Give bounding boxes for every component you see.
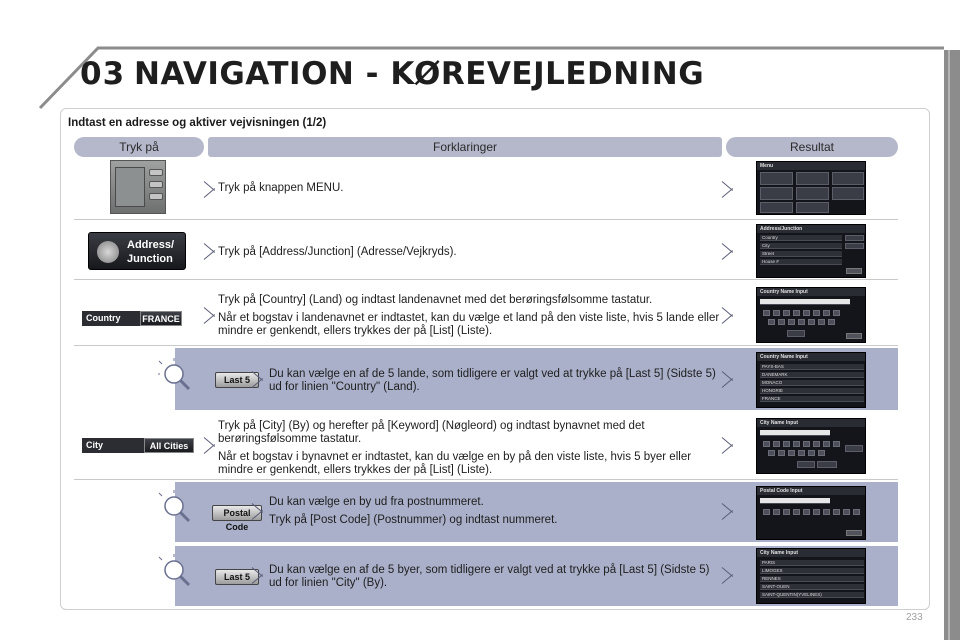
screen-key xyxy=(813,310,820,316)
tip-magnifier-icon xyxy=(158,358,192,392)
screen-key xyxy=(798,450,805,456)
screen-key xyxy=(833,441,840,447)
screen-key xyxy=(793,441,800,447)
button-label: Address/ xyxy=(127,239,175,251)
row-description xyxy=(218,246,457,264)
row-description xyxy=(218,182,343,200)
hardware-button-icon xyxy=(149,193,163,200)
menu-button-thumbnail xyxy=(110,160,166,214)
screen-key xyxy=(763,509,770,515)
city-field-button xyxy=(82,438,194,453)
row-divider xyxy=(74,219,898,220)
field-key: City xyxy=(82,438,144,453)
screen-back-button xyxy=(846,530,862,536)
screen-list-item: SAINT-OUEN xyxy=(760,584,864,590)
row-divider xyxy=(74,479,898,480)
screen-list-item: RENNES xyxy=(760,576,864,582)
screen-menu-item xyxy=(832,187,864,200)
screen-list-item: DANEMARK xyxy=(760,372,864,378)
chevron-right-icon xyxy=(722,174,734,204)
screen-key xyxy=(788,450,795,456)
screen-list-button xyxy=(845,445,863,452)
screen-list-item: PARIS xyxy=(760,560,864,566)
screen-title: City Name Input xyxy=(757,419,866,427)
screen-key xyxy=(778,450,785,456)
screen-side-button xyxy=(845,235,864,241)
chevron-right-icon xyxy=(204,430,216,460)
screen-key xyxy=(818,450,825,456)
column-header-press: Tryk på xyxy=(74,137,204,157)
screen-key xyxy=(808,450,815,456)
row-description xyxy=(269,496,719,532)
screen-key xyxy=(763,441,770,447)
chevron-right-icon xyxy=(204,236,216,266)
screen-row: Country xyxy=(760,235,842,241)
chapter-title: NAVIGATION - KØREVEJLEDNING xyxy=(134,56,705,92)
chevron-right-icon xyxy=(722,496,734,526)
screen-key xyxy=(803,509,810,515)
screen-back-button xyxy=(846,268,862,274)
screen-key xyxy=(783,441,790,447)
screen-list-item: FRANCE xyxy=(760,396,864,402)
tip-magnifier-icon xyxy=(158,490,192,524)
screen-key xyxy=(828,319,835,325)
chevron-right-icon xyxy=(722,300,734,330)
screen-key xyxy=(843,509,850,515)
screen-menu-item xyxy=(796,202,829,213)
screen-key xyxy=(813,509,820,515)
column-header-explain: Forklaringer xyxy=(208,137,722,157)
screen-title: Country Name Input xyxy=(757,288,866,296)
tip-magnifier-icon xyxy=(158,554,192,588)
address-globe-icon xyxy=(97,241,119,263)
screen-menu-item xyxy=(832,172,864,185)
screen-row: City xyxy=(760,243,842,249)
screen-title: City Name Input xyxy=(757,549,866,557)
chevron-right-icon xyxy=(252,560,264,590)
screen-key xyxy=(763,310,770,316)
screen-input-field xyxy=(760,498,830,504)
screen-row: House # xyxy=(760,259,842,265)
result-screen-city-input xyxy=(756,418,866,474)
chevron-right-icon xyxy=(722,236,734,266)
chevron-right-icon xyxy=(204,174,216,204)
screen-menu-item xyxy=(796,187,829,200)
screen-key xyxy=(783,509,790,515)
screen-key xyxy=(803,441,810,447)
screen-keyword-button xyxy=(797,461,815,468)
screen-list-button xyxy=(787,330,805,337)
row-text: Du kan vælge en by ud fra postnummeret. xyxy=(269,496,484,508)
result-screen-menu xyxy=(756,161,866,215)
screen-menu-item xyxy=(760,187,793,200)
screen-key xyxy=(833,310,840,316)
row-description xyxy=(218,420,718,482)
section-title: Indtast en adresse og aktiver vejvisningen (1/2) xyxy=(68,117,327,129)
screen-icon xyxy=(115,167,145,207)
screen-title: Postal Code Input xyxy=(757,487,866,495)
row-text: Når et bogstav i landenavnet er indtastet, kan du vælge et land på den viste liste, hvis 5 lande eller mindre er genkendt, ellers trykkes der på [List] (Liste). xyxy=(218,312,720,337)
country-field-button xyxy=(82,311,182,326)
chevron-right-icon xyxy=(252,496,264,526)
screen-list-item: MONACO xyxy=(760,380,864,386)
chevron-right-icon xyxy=(722,560,734,590)
screen-list-item: HONGRIE xyxy=(760,388,864,394)
postal-code-button: Postal Code xyxy=(212,505,262,521)
screen-key xyxy=(853,509,860,515)
screen-input-field xyxy=(760,430,830,436)
last-5-button: Last 5 xyxy=(215,372,259,388)
screen-key xyxy=(823,441,830,447)
screen-list-item: LIMOGES xyxy=(760,568,864,574)
column-header-result: Resultat xyxy=(726,137,898,157)
chevron-right-icon xyxy=(252,364,264,394)
screen-key xyxy=(813,441,820,447)
screen-key xyxy=(768,450,775,456)
page-number: 233 xyxy=(906,612,923,623)
screen-key xyxy=(823,509,830,515)
screen-menu-item xyxy=(796,172,829,185)
screen-key xyxy=(783,310,790,316)
chapter-number: 03 xyxy=(80,56,126,92)
screen-key xyxy=(833,509,840,515)
field-value: All Cities xyxy=(144,438,194,453)
chevron-right-icon xyxy=(722,430,734,460)
row-text: Når et bogstav i bynavnet er indtastet, kan du vælge en by på den viste liste, hvis 5 byer eller mindre er genkendt, ellers trykkes der på [List] (Liste). xyxy=(218,451,692,476)
screen-key xyxy=(788,319,795,325)
row-text: Tryk på [Address/Junction] (Adresse/Vejkryds). xyxy=(218,246,457,258)
chevron-right-icon xyxy=(722,364,734,394)
menu-hardware-button-icon xyxy=(149,181,163,188)
result-screen-city-list xyxy=(756,548,866,604)
screen-key xyxy=(768,319,775,325)
screen-key xyxy=(778,319,785,325)
result-screen-country-list xyxy=(756,352,866,408)
row-description xyxy=(269,368,719,399)
side-bar xyxy=(944,50,960,640)
screen-title: Address/Junction xyxy=(757,225,866,233)
row-text: Tryk på [City] (By) og herefter på [Keyword] (Nøgleord) og indtast bynavnet med det berøringsfølsomme tastatur. xyxy=(218,420,645,445)
row-text: Tryk på [Post Code] (Postnummer) og indtast nummeret. xyxy=(269,514,558,526)
chevron-right-icon xyxy=(204,300,216,330)
screen-menu-item xyxy=(760,172,793,185)
screen-list-item: PAYS-BAS xyxy=(760,364,864,370)
hardware-button-icon xyxy=(149,169,163,176)
screen-key xyxy=(808,319,815,325)
screen-key xyxy=(793,310,800,316)
row-text: Du kan vælge en af de 5 byer, som tidligere er valgt ved at trykke på [Last 5] (Sidste 5) ud for linien "City" (By). xyxy=(269,564,710,589)
screen-back-button xyxy=(846,333,862,339)
row-description xyxy=(218,294,738,343)
screen-title: Menu xyxy=(757,162,866,170)
address-junction-button xyxy=(88,232,186,270)
screen-title: Country Name Input xyxy=(757,353,866,361)
screen-row: Street xyxy=(760,251,842,257)
screen-key xyxy=(803,310,810,316)
row-text: Du kan vælge en af de 5 lande, som tidligere er valgt ved at trykke på [Last 5] (Sidste 5) ud for linien "Country" (Land). xyxy=(269,368,716,393)
result-screen-postal-input xyxy=(756,486,866,540)
row-text: Tryk på [Country] (Land) og indtast landenavnet med det berøringsfølsomme tastatur. xyxy=(218,294,653,306)
button-label: Junction xyxy=(127,253,173,265)
screen-side-button xyxy=(845,243,864,249)
result-screen-address xyxy=(756,224,866,278)
screen-postal-code-button xyxy=(817,461,837,468)
field-key: Country xyxy=(82,311,140,326)
row-divider xyxy=(74,345,898,346)
screen-key xyxy=(798,319,805,325)
row-divider xyxy=(74,279,898,280)
screen-input-field xyxy=(760,299,850,305)
screen-key xyxy=(773,441,780,447)
row-description xyxy=(269,564,719,595)
screen-key xyxy=(823,310,830,316)
field-value: FRANCE xyxy=(140,311,182,326)
last-5-button: Last 5 xyxy=(215,569,259,585)
screen-key xyxy=(773,310,780,316)
screen-key xyxy=(793,509,800,515)
row-text: Tryk på knappen MENU. xyxy=(218,182,344,194)
screen-key xyxy=(818,319,825,325)
screen-key xyxy=(773,509,780,515)
screen-list-item: SAINT-QUENTIN(YVELINES) xyxy=(760,592,864,598)
screen-menu-item xyxy=(760,202,793,213)
result-screen-country-input xyxy=(756,287,866,343)
